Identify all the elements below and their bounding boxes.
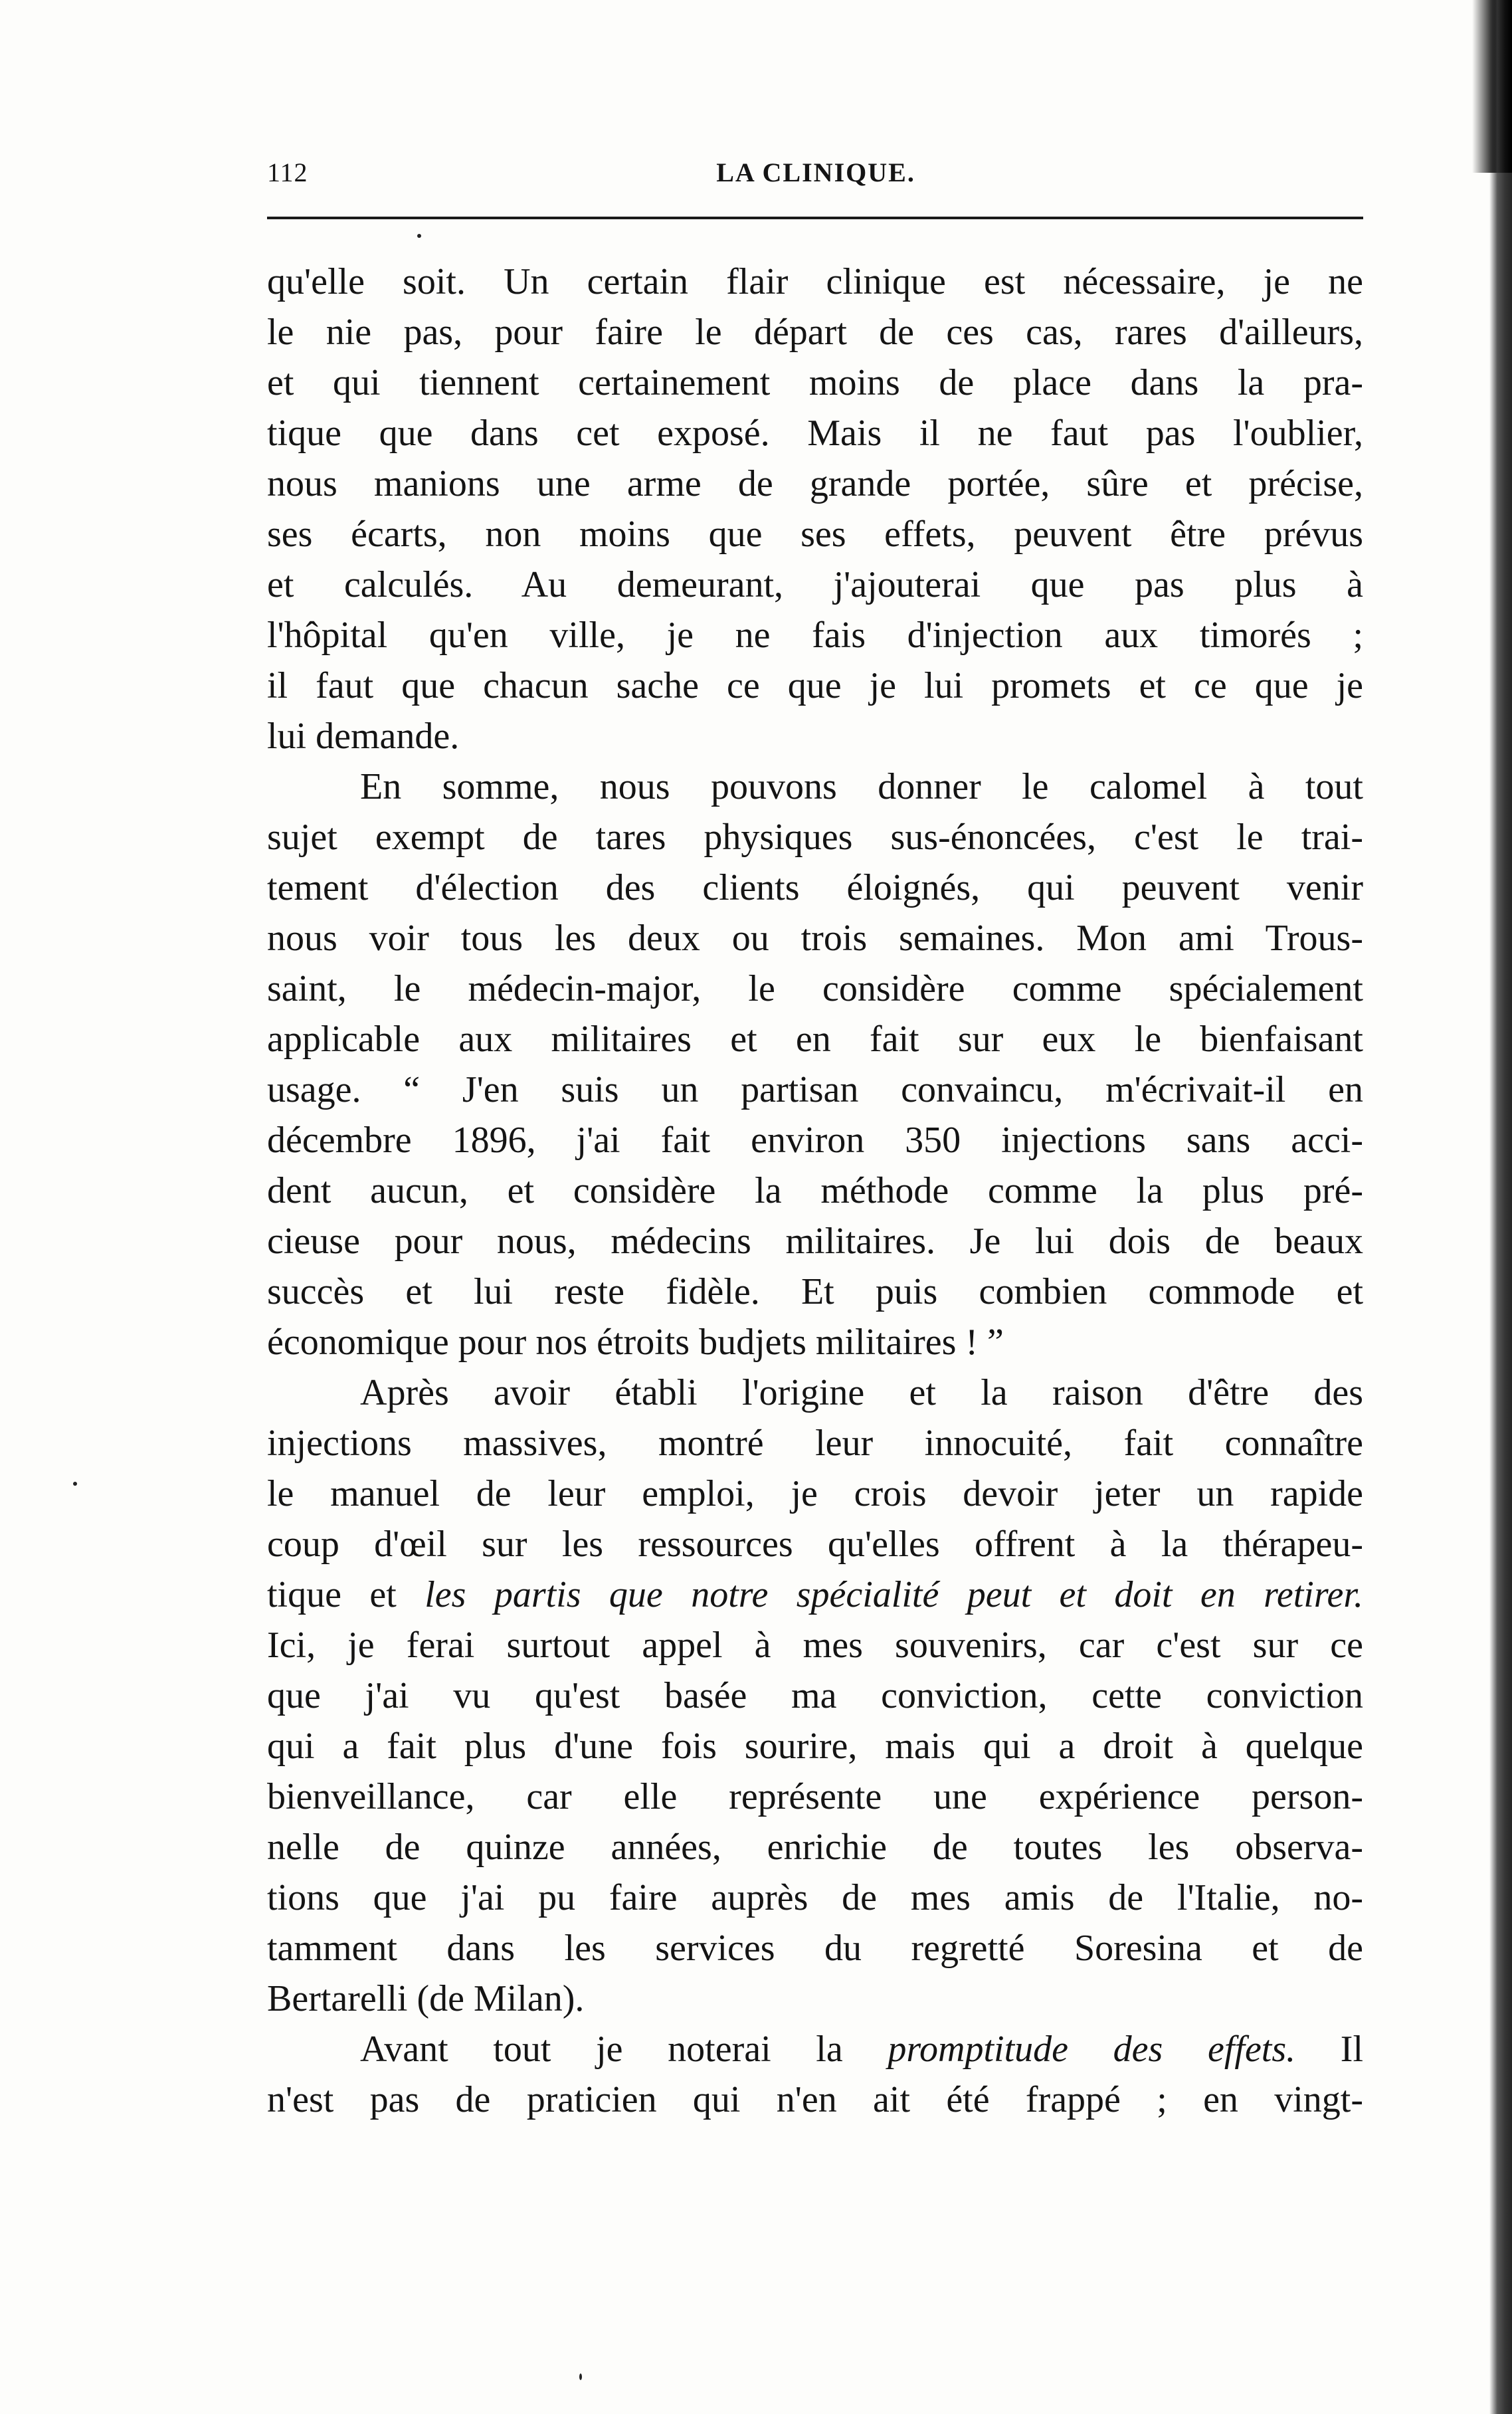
running-title: LA CLINIQUE.: [716, 157, 915, 187]
text-line: il faut que chacun sache ce que je lui promets et ce que je: [267, 665, 1363, 706]
text-run: Il: [1295, 2029, 1364, 2070]
text-line: dent aucun, et considère la méthode comme la plus pré-: [267, 1170, 1363, 1211]
text-line: Bertarelli (de Milan).: [267, 1978, 585, 2019]
text-line: tique que dans cet exposé. Mais il ne faut pas l'oublier,: [267, 413, 1363, 454]
page-number: 112: [267, 157, 308, 187]
text-line: lui demande.: [267, 716, 460, 757]
ink-speck: [73, 1482, 77, 1486]
text-line: l'hôpital qu'en ville, je ne fais d'injection aux timorés ;: [267, 615, 1363, 656]
text-line: sujet exempt de tares physiques sus-énoncées, c'est le trai-: [267, 817, 1363, 858]
text-line: tions que j'ai pu faire auprès de mes amis de l'Italie, no-: [267, 1877, 1363, 1918]
text-line: usage. “ J'en suis un partisan convaincu, m'écrivait-il en: [267, 1069, 1363, 1110]
text-line: et calculés. Au demeurant, j'ajouterai que pas plus à: [267, 564, 1363, 605]
text-line: économique pour nos étroits budjets militaires ! ”: [267, 1322, 1004, 1363]
text-line: cieuse pour nous, médecins militaires. Je lui dois de beaux: [267, 1221, 1363, 1262]
text-line-with-italic: [267, 2024, 1363, 2074]
text-line: nous voir tous les deux ou trois semaines. Mon ami Trous-: [267, 918, 1363, 959]
text-line: qui a fait plus d'une fois sourire, mais qui a droit à quelque: [267, 1726, 1363, 1767]
text-run: tique et: [267, 1574, 425, 1615]
text-line: n'est pas de praticien qui n'en ait été frappé ; en vingt-: [267, 2079, 1363, 2120]
text-line: succès et lui reste fidèle. Et puis combien commode et: [267, 1271, 1363, 1312]
text-line: coup d'œil sur les ressources qu'elles offrent à la thérapeu-: [267, 1524, 1363, 1565]
text-line: le manuel de leur emploi, je crois devoir jeter un rapide: [267, 1473, 1363, 1514]
text-line: nous manions une arme de grande portée, sûre et précise,: [267, 463, 1363, 504]
text-run: Avant tout je noterai la: [360, 2029, 888, 2070]
page-header: [267, 151, 1365, 198]
text-line: saint, le médecin-major, le considère comme spécialement: [267, 968, 1363, 1009]
text-line: qu'elle soit. Un certain flair clinique est nécessaire, je ne: [267, 261, 1363, 302]
italic-phrase: les partis que notre spécialité peut et doit en retirer.: [425, 1574, 1363, 1615]
text-line: le nie pas, pour faire le départ de ces cas, rares d'ailleurs,: [267, 312, 1363, 353]
text-line: ses écarts, non moins que ses effets, peuvent être prévus: [267, 514, 1363, 555]
text-line: bienveillance, car elle représente une expérience person-: [267, 1776, 1363, 1817]
text-line: Ici, je ferai surtout appel à mes souvenirs, car c'est sur ce: [267, 1625, 1363, 1666]
header-rule: [267, 217, 1363, 219]
italic-phrase: promptitude des effets.: [888, 2029, 1296, 2070]
text-line: En somme, nous pouvons donner le calomel à tout: [360, 766, 1363, 807]
text-line: tement d'élection des clients éloignés, qui peuvent venir: [267, 867, 1363, 908]
body-text: [267, 256, 1363, 2125]
text-line: nelle de quinze années, enrichie de toutes les observa-: [267, 1827, 1363, 1868]
text-line-with-italic: [267, 1569, 1363, 1620]
text-line: que j'ai vu qu'est basée ma conviction, cette conviction: [267, 1675, 1363, 1716]
text-line: injections massives, montré leur innocuité, fait connaître: [267, 1423, 1363, 1464]
scan-edge-shadow: [1489, 0, 1512, 2414]
ink-speck: [579, 2373, 582, 2380]
text-line: et qui tiennent certainement moins de place dans la pra-: [267, 362, 1363, 403]
ink-speck: [417, 234, 421, 238]
text-line: décembre 1896, j'ai fait environ 350 injections sans acci-: [267, 1120, 1363, 1161]
text-line: Après avoir établi l'origine et la raison d'être des: [360, 1372, 1363, 1413]
text-line: applicable aux militaires et en fait sur eux le bienfaisant: [267, 1019, 1363, 1060]
text-line: tamment dans les services du regretté Soresina et de: [267, 1928, 1363, 1969]
